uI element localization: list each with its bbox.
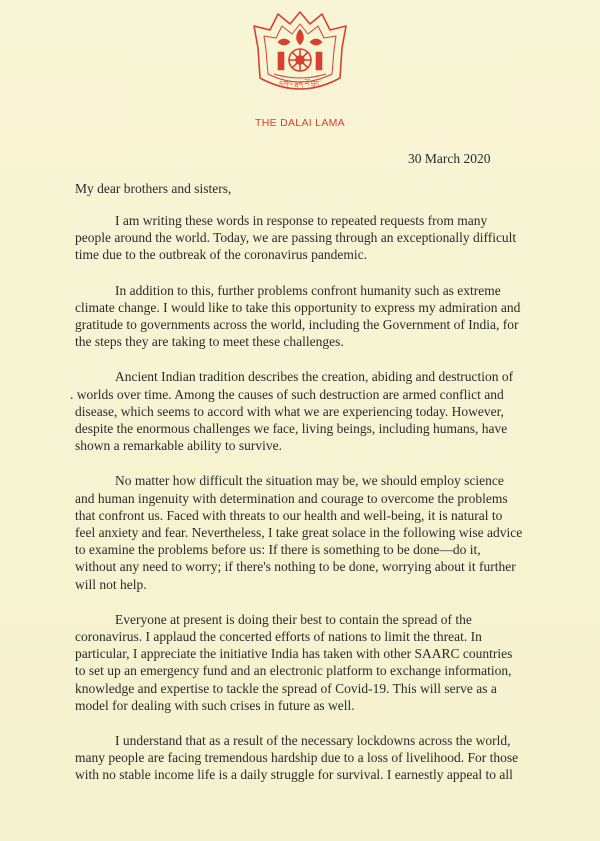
text-line: time due to the outbreak of the coronavirus pandemic. — [75, 247, 368, 263]
text-line: despite the enormous challenges we face, living beings, including humans, have — [75, 421, 508, 437]
dalai-lama-seal-icon — [248, 8, 352, 100]
paragraph — [75, 472, 545, 592]
text-line: feel anxiety and fear. Nevertheless, I take great solace in the following wise advice — [75, 525, 523, 541]
text-line: many people are facing tremendous hardship due to a loss of livelihood. For those — [75, 750, 519, 766]
text-line: Everyone at present is doing their best to contain the spread of the — [115, 611, 472, 627]
text-line: the steps they are taking to meet these challenges. — [75, 334, 344, 350]
letter-date: 30 March 2020 — [408, 151, 491, 166]
salutation: My dear brothers and sisters, — [75, 181, 232, 196]
text-line: disease, which seems to accord with what we are experiencing today. However, — [75, 403, 504, 419]
text-line: shown a remarkable ability to survive. — [75, 438, 282, 454]
text-line: model for dealing with such crises in future as well. — [75, 697, 355, 713]
text-line: I understand that as a result of the necessary lockdowns across the world, — [115, 733, 511, 749]
text-line: to set up an emergency fund and an electronic platform to exchange information, — [75, 663, 512, 679]
text-line: and human ingenuity with determination and courage to overcome the problems — [75, 490, 508, 506]
letterhead-name: THE DALAI LAMA — [255, 117, 345, 129]
text-line: people around the world. Today, we are passing through an exceptionally difficult — [75, 230, 517, 246]
text-line: No matter how difficult the situation may be, we should employ science — [115, 473, 504, 489]
paragraph — [75, 732, 545, 784]
text-line: In addition to this, further problems confront humanity such as extreme — [115, 282, 501, 298]
text-line: I am writing these words in response to repeated requests from many — [115, 213, 488, 228]
text-line: that confront us. Faced with threats to our health and well-being, it is natural to — [75, 507, 503, 523]
paragraph — [75, 611, 545, 714]
seal-script: དགའ་ལྡན་ཕོ་བྲང་ — [279, 80, 321, 88]
text-line: without any need to worry; if there's nothing to be done, worrying about it further — [75, 559, 516, 575]
letter-body — [70, 212, 545, 802]
text-line: to examine the problems before us: If there is something to be done—do it, — [75, 542, 481, 558]
text-line: with no stable income life is a daily struggle for survival. I earnestly appeal to all — [75, 767, 513, 783]
text-line: climate change. I would like to take this opportunity to express my admiration and — [75, 299, 521, 315]
text-line: particular, I appreciate the initiative India has taken with other SAARC countries — [75, 646, 513, 662]
text-line: gratitude to governments across the world, including the Government of India, for — [75, 317, 519, 333]
text-line: coronavirus. I applaud the concerted efforts of nations to limit the threat. In — [75, 629, 482, 645]
text-line: Ancient Indian tradition describes the creation, abiding and destruction of — [115, 369, 514, 385]
paragraph — [75, 212, 545, 264]
text-line: will not help. — [75, 576, 147, 592]
text-line: knowledge and expertise to tackle the spread of Covid-19. This will serve as a — [75, 680, 497, 696]
text-line: . worlds over time. Among the causes of such destruction are armed conflict and — [70, 386, 504, 402]
paragraph — [70, 368, 545, 454]
paragraph — [75, 282, 545, 351]
